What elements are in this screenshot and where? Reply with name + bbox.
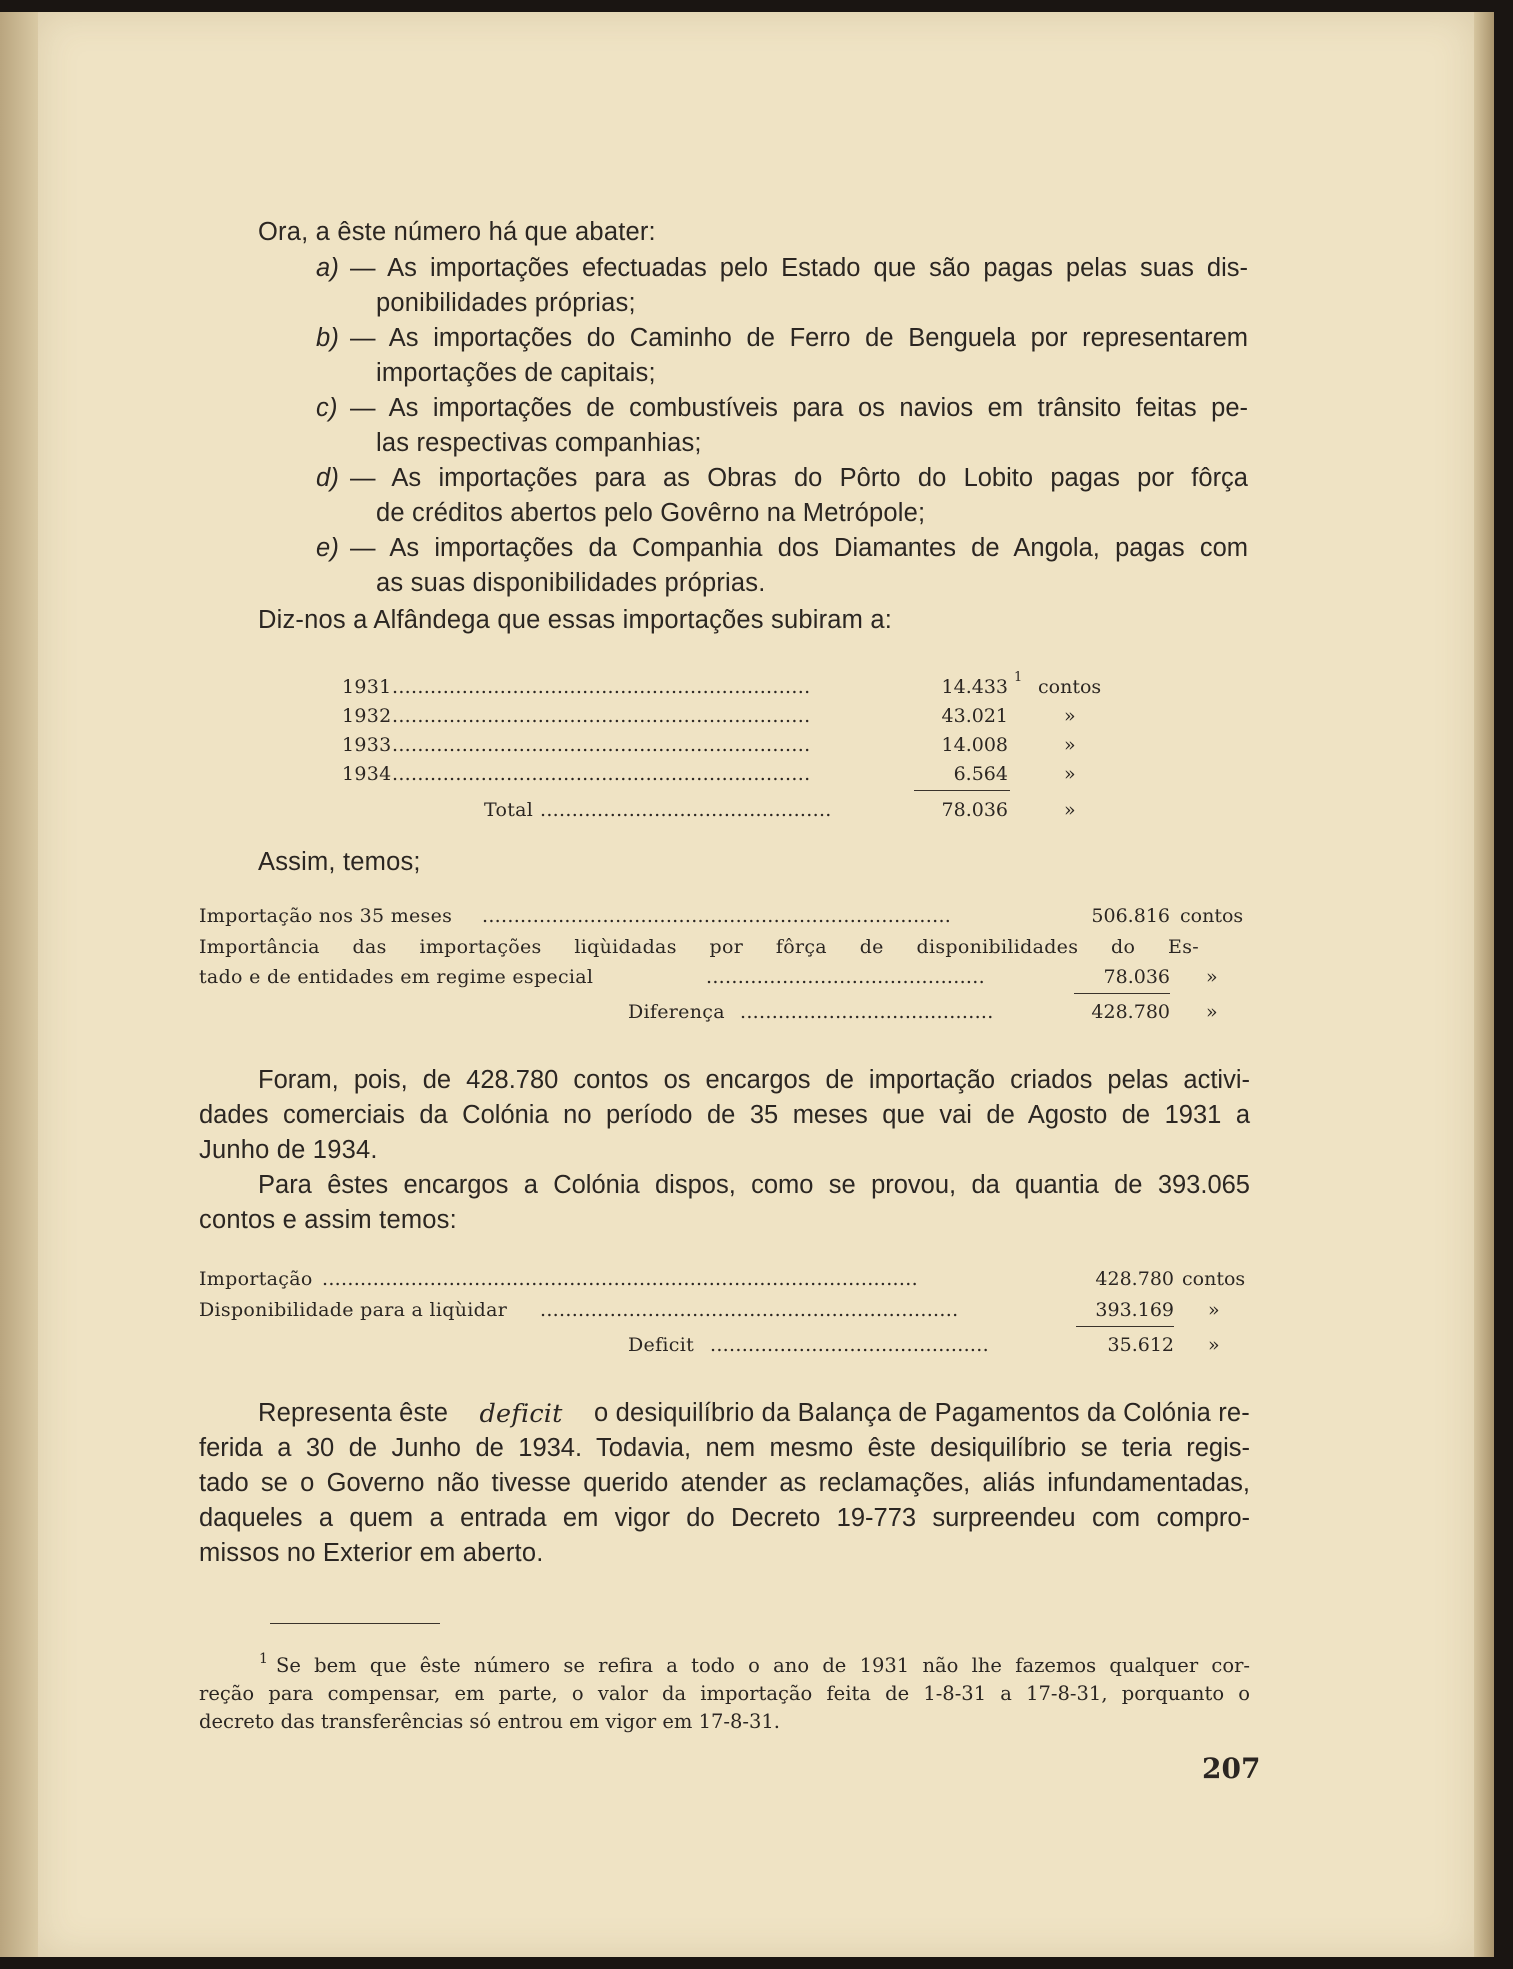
year-label: 1934 [342,763,392,785]
row-value: 78.036 [1103,966,1170,988]
year-value: 6.564 [953,763,1008,785]
year-unit: » [1064,763,1076,785]
leader-dots: ............................................ [706,966,985,988]
paragraph-line: missos no Exterior em aberto. [199,1539,544,1567]
row-label: Deficit [628,1334,695,1356]
leader-dots: .......................................................................... [482,905,952,927]
list-line: las respectivas companhias; [376,429,702,457]
list-letter: a) [316,254,340,282]
paragraph-line: Para êstes encargos a Colónia dispos, como se provou, da quantia de 393.065 [258,1171,1250,1199]
alfandega-line: Diz-nos a Alfândega que essas importações subiram a: [258,606,893,634]
year-label: 1932 [342,705,392,727]
leader-dots: ........................................ [740,1001,994,1023]
row-value: 506.816 [1091,905,1170,927]
page-number: 207 [1202,1752,1261,1785]
year-unit: contos [1038,676,1102,698]
year-label: 1931 [342,676,392,698]
year-label: 1933 [342,734,392,756]
intro-line: Ora, a êste número há que abater: [258,218,656,246]
sum-rule [1074,993,1170,994]
list-line: — As importações para as Obras do Pôrto do Lobito pagas por fôrça [350,464,1248,492]
paragraph-line: daqueles a quem a entrada em vigor do Decreto 19-773 surpreendeu com compro- [199,1504,1250,1532]
row-label: Importância das importações liqùidadas por fôrça de disponibilidades do Es- [199,936,1199,958]
row-unit: » [1208,1299,1220,1321]
list-line: de créditos abertos pelo Govêrno na Metrópole; [376,499,926,527]
list-letter: e) [316,534,340,562]
list-line: — As importações de combustíveis para os navios em trânsito feitas pe- [350,394,1248,422]
leader-dots: .............................................................................................. [322,1268,918,1290]
row-value: 393.169 [1095,1299,1174,1321]
page-edge [1474,12,1494,1957]
row-label: Disponibilidade para a liqùidar [199,1299,508,1321]
text-run: o desiquilíbrio da Balança de Pagamentos da Colónia re- [594,1399,1250,1427]
assim-line: Assim, temos; [258,848,421,876]
row-label: Importação [199,1268,313,1290]
leader-dots: .................................................................. [392,734,811,756]
paragraph-line: Junho de 1934. [199,1136,378,1164]
list-line: — As importações da Companhia dos Diamantes de Angola, pagas com [350,534,1248,562]
row-value: 428.780 [1091,1001,1170,1023]
paragraph-line [258,1399,1250,1429]
sum-rule [914,790,1010,791]
footnote-line: Se bem que êste número se refira a todo o ano de 1931 não lhe fazemos qualquer cor- [276,1654,1250,1677]
row-value: 35.612 [1107,1334,1174,1356]
paragraph-line: ferida a 30 de Junho de 1934. Todavia, nem mesmo êste desiquilíbrio se teria regis- [199,1434,1250,1462]
year-value: 14.008 [941,734,1008,756]
leader-dots: .................................................................. [540,1299,959,1321]
year-value: 43.021 [941,705,1008,727]
row-unit: contos [1182,1268,1246,1290]
list-line: — As importações do Caminho de Ferro de Benguela por representarem [350,324,1248,352]
footnote-line: reção para compensar, em parte, o valor da importação feita de 1-8-31 a 17-8-31, porquanto o [199,1682,1250,1705]
year-unit: » [1064,705,1076,727]
row-label: tado e de entidades em regime especial [199,966,594,988]
row-label: Importação nos 35 meses [199,905,453,927]
leader-dots: ............................................ [710,1334,989,1356]
footnote-rule [270,1623,440,1624]
year-value: 14.433 [941,676,1008,698]
row-value: 428.780 [1095,1268,1174,1290]
paragraph-line: tado se o Governo não tivesse querido atender as reclamações, aliás infundamentadas, [199,1469,1250,1497]
row-unit: » [1206,1001,1218,1023]
list-line: — As importações efectuadas pelo Estado que são pagas pelas suas dis- [350,254,1248,282]
year-unit: » [1064,734,1076,756]
list-line: as suas disponibilidades próprias. [376,569,766,597]
list-letter: c) [316,394,338,422]
leader-dots: .............................................. [540,799,832,821]
paragraph-line: contos e assim temos: [199,1206,457,1234]
list-line: ponibilidades próprias; [376,289,636,317]
footnote-ref: 1 [1014,670,1023,685]
leader-dots: .................................................................. [392,705,811,727]
paragraph-line: Foram, pois, de 428.780 contos os encargos de importação criados pelas activi- [258,1066,1250,1094]
sum-rule [1076,1326,1174,1327]
total-label: Total [484,799,534,821]
total-unit: » [1064,799,1076,821]
row-label: Diferença [628,1001,725,1023]
list-letter: d) [316,464,340,492]
total-value: 78.036 [941,799,1008,821]
list-line: importações de capitais; [376,359,656,387]
footnote-line: decreto das transferências só entrou em vigor em 17-8-31. [199,1710,780,1733]
row-unit: » [1208,1334,1220,1356]
paragraph-line: dades comerciais da Colónia no período de 35 meses que vai de Agosto de 1931 a [199,1101,1250,1129]
row-unit: contos [1180,905,1244,927]
leader-dots: .................................................................. [392,676,811,698]
deficit-emphasis: deficit [479,1399,563,1429]
book-gutter [0,12,38,1957]
list-letter: b) [316,324,340,352]
text-run: Representa êste [258,1399,449,1427]
footnote-mark: 1 [259,1651,268,1667]
leader-dots: .................................................................. [392,763,811,785]
row-unit: » [1206,966,1218,988]
